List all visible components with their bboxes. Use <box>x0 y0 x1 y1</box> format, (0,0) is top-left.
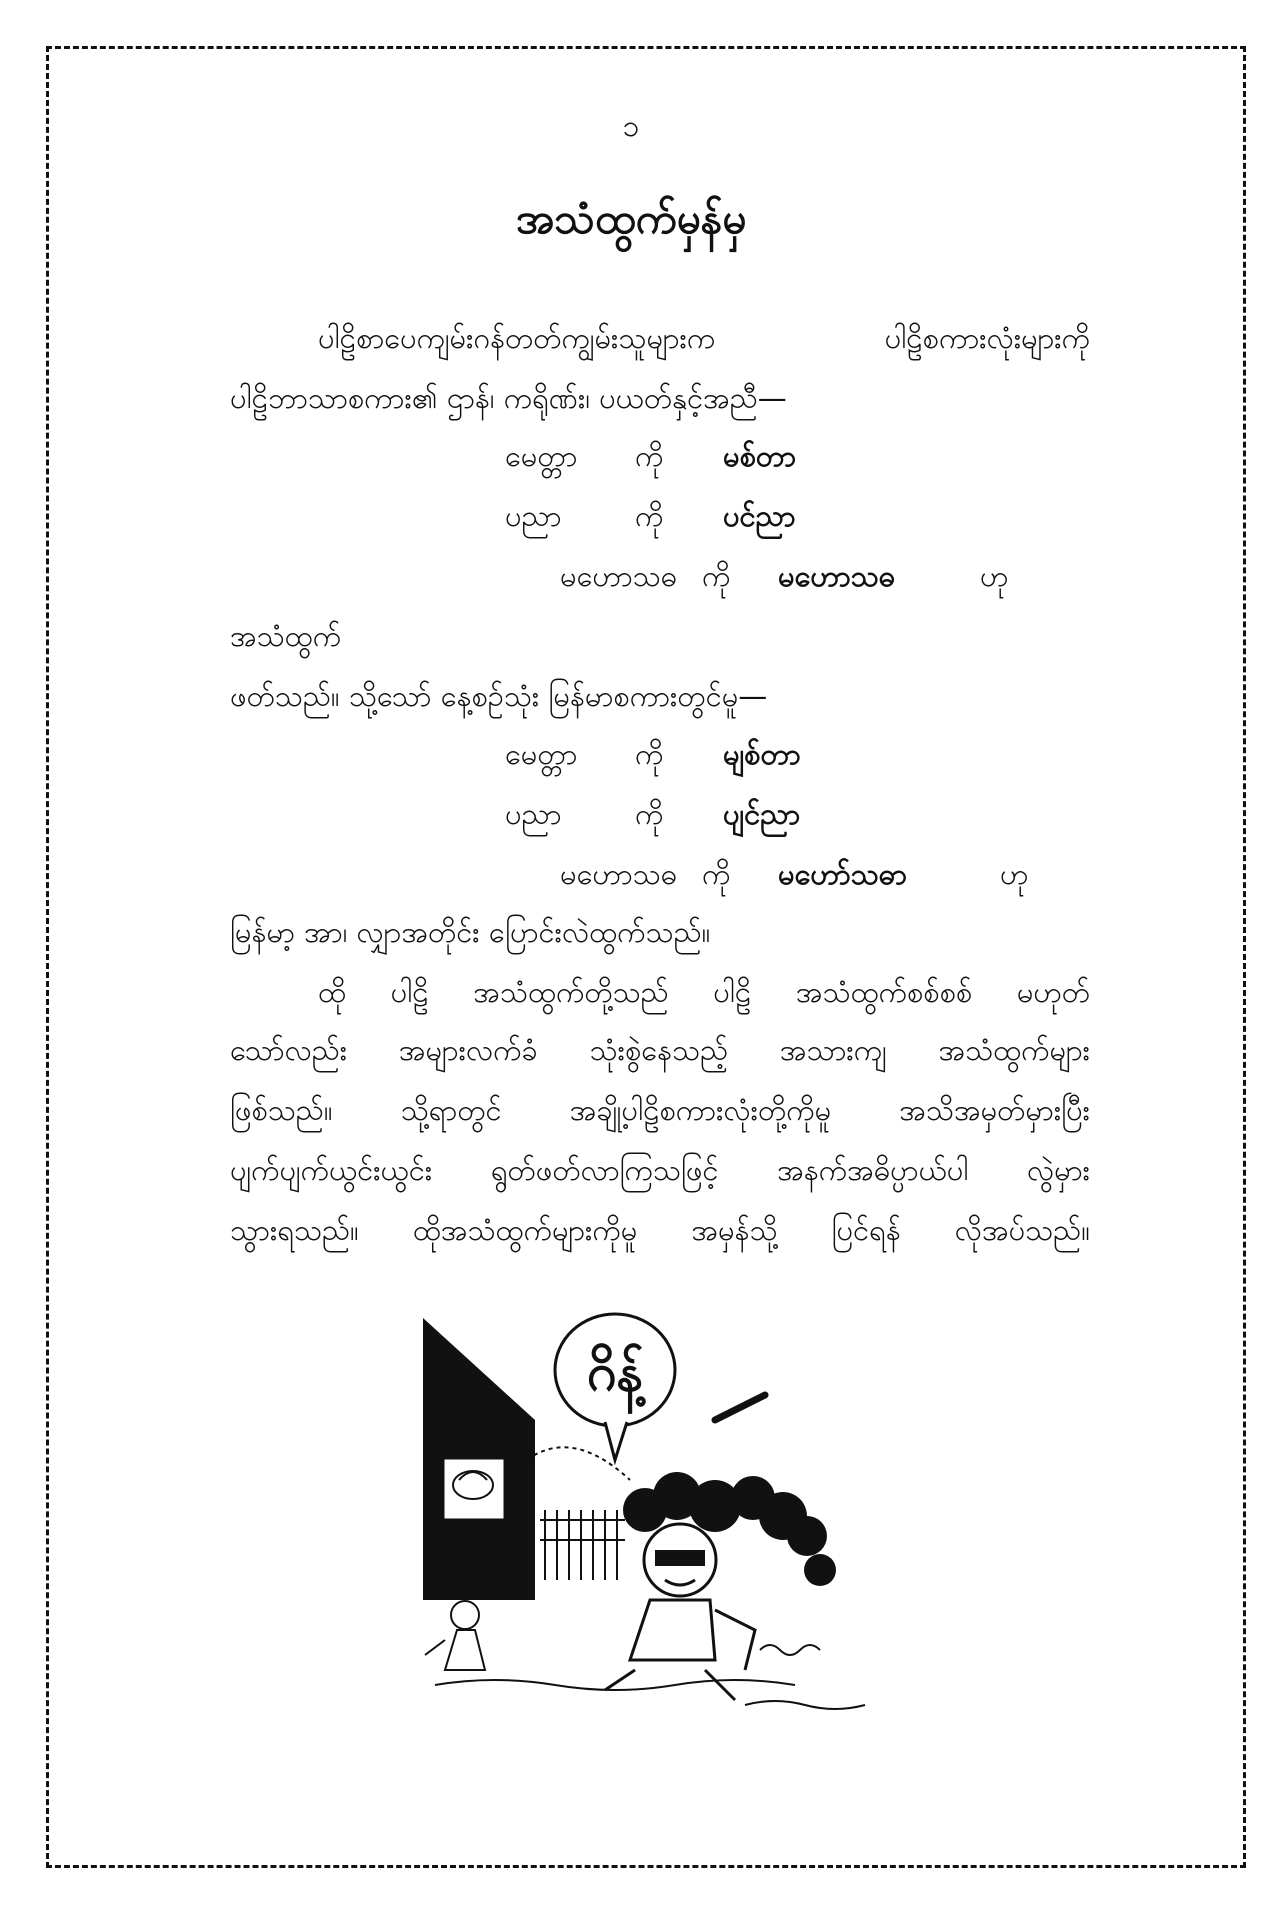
house-window <box>443 1458 505 1520</box>
page-number: ၁ <box>622 109 640 144</box>
cartoon-illustration <box>415 1310 885 1740</box>
closing-line-6: သွားရသည်။ ထိုအသံထွက်များကိုမူ အမှန်သို့ ပြင်ရန် လိုအပ်သည်။ <box>230 1213 1090 1247</box>
small-figure <box>425 1601 485 1670</box>
example-word: မဟောသဓ <box>560 559 677 593</box>
middle-line-2: ဖတ်သည်။ သို့သော် နေ့စဉ်သုံး မြန်မာစကားတွင်မူ— <box>230 679 768 713</box>
closing-line-2: ထို ပါဠိ အသံထွက်တို့သည် ပါဠိ အသံထွက်စစ်စစ် မဟုတ် <box>318 975 1090 1009</box>
fence <box>540 1510 625 1580</box>
example-ko: ကို <box>702 857 731 891</box>
example-word: ပညာ <box>505 797 562 831</box>
intro-line-2: ပါဠိဘာသာစကား၏ ဌာန်၊ ကရိုဏ်း၊ ပယတ်နှင့်အညီ— <box>230 381 787 415</box>
example-hu: ဟု <box>980 559 1009 593</box>
example-ko: ကို <box>635 499 664 533</box>
example-word: ပညာ <box>505 499 562 533</box>
closing-line-3: သော်လည်း အများလက်ခံ သုံးစွဲနေသည့် အသားကျ အသံထွက်များ <box>230 1033 1090 1067</box>
example-hu: ဟု <box>1000 857 1029 891</box>
example-result: မစ်တာ <box>723 439 797 473</box>
closing-line-4: ဖြစ်သည်။ သို့ရာတွင် အချို့ပါဠိစကားလုံးတို့ကိုမူ အသိအမှတ်မှားပြီး <box>230 1093 1090 1127</box>
example-word: မေတ္တာ <box>505 439 578 473</box>
example-word: မဟောသဓ <box>560 857 677 891</box>
closing-line-5: ပျက်ပျက်ယွင်းယွင်း ရွတ်ဖတ်လာကြသဖြင့် အနက်အဓိပ္ပာယ်ပါ လွဲမှား <box>230 1153 1090 1187</box>
example-result: မဟော်သဓာ <box>778 857 907 891</box>
example-ko: ကို <box>635 797 664 831</box>
example-word: မေတ္တာ <box>505 737 578 771</box>
cartoon-figure <box>605 1524 755 1700</box>
example-ko: ကို <box>635 439 664 473</box>
example-result: ပျင်ညာ <box>723 797 801 831</box>
closing-line-1: မြန်မာ့ အာ၊ လျှာအတိုင်း ပြောင်းလဲထွက်သည်။ <box>230 915 711 949</box>
example-ko: ကို <box>702 559 731 593</box>
example-result: မျစ်တာ <box>723 737 801 771</box>
speech-bubble-text: ဂိန့် <box>586 1343 644 1403</box>
page-title: အသံထွက်မှန်မှ <box>515 194 747 243</box>
middle-line-1: အသံထွက် <box>230 619 342 653</box>
example-result: မဟောသဓ <box>778 559 895 593</box>
intro-line-1: ပါဠိစာပေကျမ်းဂန်တတ်ကျွမ်းသူများက ပါဠိစကားလုံးများကို <box>318 321 1090 355</box>
example-ko: ကို <box>635 737 664 771</box>
artist-signature <box>760 1645 820 1655</box>
example-result: ပင်ညာ <box>723 499 796 533</box>
